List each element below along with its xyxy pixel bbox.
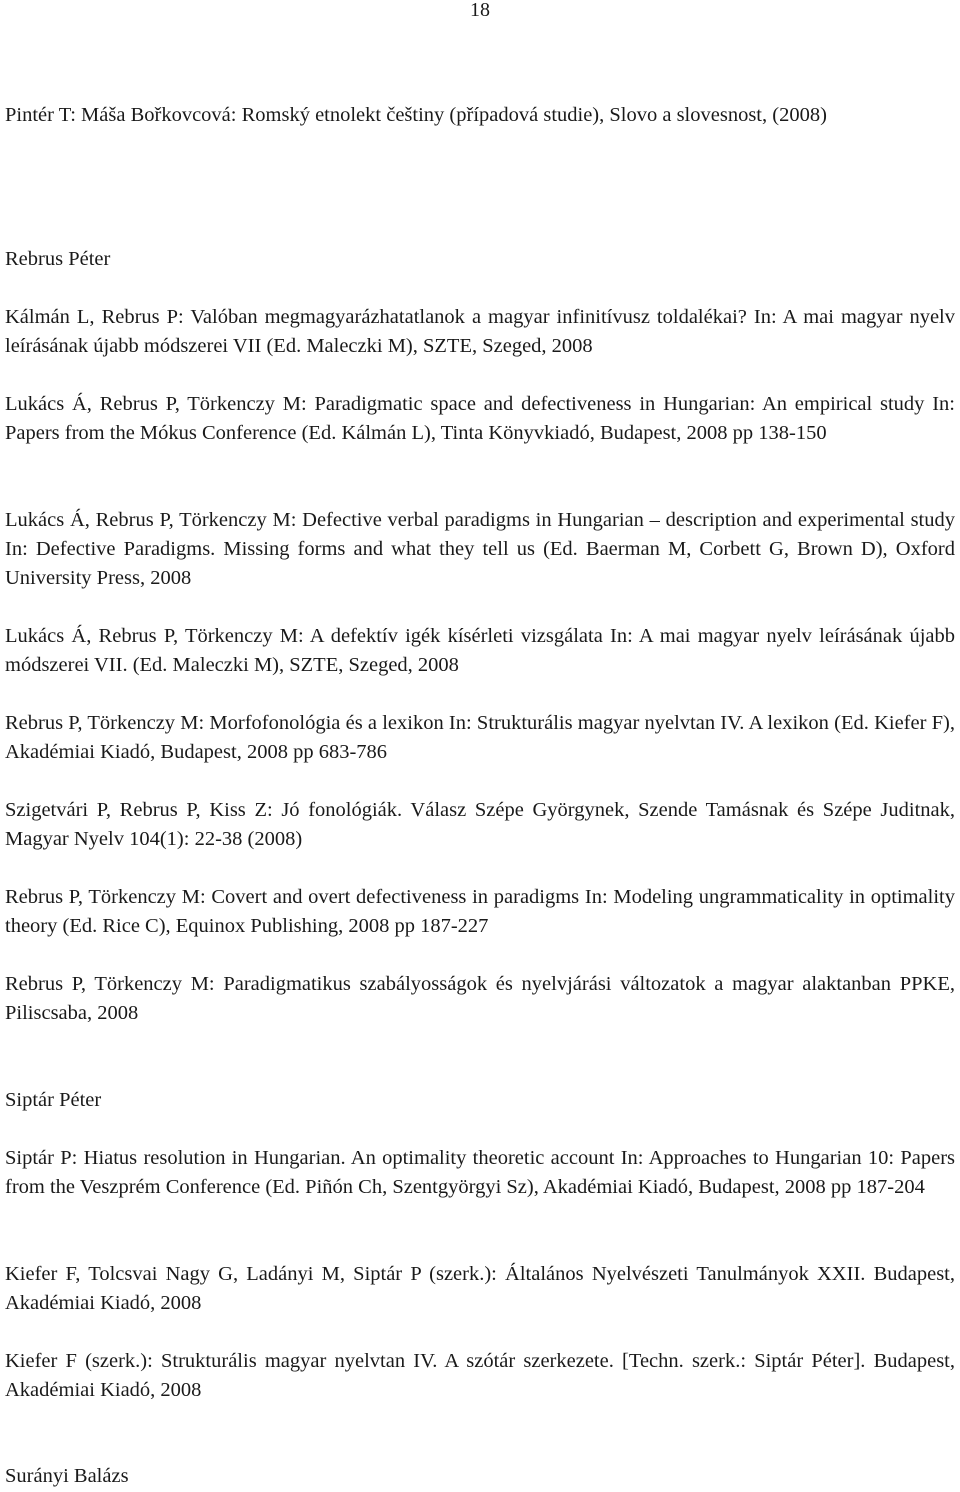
entry-kalman-rebrus: Kálmán L, Rebrus P: Valóban megmagyarázhatatlanok a magyar infinitívusz toldalékai? In: A mai magyar nyelv leírásának újabb módszerei VII (Ed. Maleczki M), SZTE, Szeged, 2008 (5, 306, 955, 357)
author-heading-siptar: Siptár Péter (5, 1089, 102, 1111)
entry-lukacs-defective-verbal: Lukács Á, Rebrus P, Törkenczy M: Defective verbal paradigms in Hungarian – description and experimental study In: Defective Paradigms. Missing forms and what they tell us (Ed. Baerman M, Corbett G, Brown D), Oxford University Press, 2008 (5, 509, 955, 589)
entry-rebrus-paradigmatikus: Rebrus P, Törkenczy M: Paradigmatikus szabályosságok és nyelvjárási változatok a magyar alaktanban PPKE, Piliscsaba, 2008 (5, 973, 955, 1024)
entry-szigetvari-jo-fonologiak: Szigetvári P, Rebrus P, Kiss Z: Jó fonológiák. Válasz Szépe Györgynek, Szende Tamásnak és Szépe Juditnak, Magyar Nyelv 104(1): 22-38 (2008) (5, 799, 955, 850)
entry-rebrus-morfofonologia: Rebrus P, Törkenczy M: Morfofonológia és a lexikon In: Strukturális magyar nyelvtan IV. A lexikon (Ed. Kiefer F), Akadémiai Kiadó, Budapest, 2008 pp 683-786 (5, 712, 955, 763)
entry-siptar-hiatus: Siptár P: Hiatus resolution in Hungarian. An optimality theoretic account In: Approaches to Hungarian 10: Papers from the Veszprém Conference (Ed. Piñón Ch, Szentgyörgyi Sz), Akadémiai Kiadó, Budapest, 2008 pp 187-204 (5, 1147, 955, 1198)
entry-lukacs-paradigmatic-space: Lukács Á, Rebrus P, Törkenczy M: Paradigmatic space and defectiveness in Hungarian: An empirical study In: Papers from the Mókus Conference (Ed. Kálmán L), Tinta Könyvkiadó, Budapest, 2008 pp 138-150 (5, 393, 955, 444)
page-number: 18 (470, 0, 490, 21)
entry-kiefer-strukturalis: Kiefer F (szerk.): Strukturális magyar nyelvtan IV. A szótár szerkezete. [Techn. szerk.: Siptár Péter]. Budapest, Akadémiai Kiadó, 2008 (5, 1350, 955, 1401)
author-heading-suranyi: Surányi Balázs (5, 1465, 129, 1487)
entry-kiefer-altalanos: Kiefer F, Tolcsvai Nagy G, Ladányi M, Siptár P (szerk.): Általános Nyelvészeti Tanulmányok XXII. Budapest, Akadémiai Kiadó, 2008 (5, 1263, 955, 1314)
author-heading-rebrus: Rebrus Péter (5, 248, 111, 270)
entry-rebrus-covert-overt: Rebrus P, Törkenczy M: Covert and overt defectiveness in paradigms In: Modeling ungrammaticality in optimality theory (Ed. Rice C), Equinox Publishing, 2008 pp 187-227 (5, 886, 955, 937)
entry-pinter-borkovcova: Pintér T: Máša Bořkovcová: Romský etnolekt češtiny (případová studie), Slovo a slovesnost, (2008) (5, 104, 827, 126)
entry-lukacs-defektiv-igek: Lukács Á, Rebrus P, Törkenczy M: A defektív igék kísérleti vizsgálata In: A mai magyar nyelv leírásának újabb módszerei VII. (Ed. Maleczki M), SZTE, Szeged, 2008 (5, 625, 955, 676)
